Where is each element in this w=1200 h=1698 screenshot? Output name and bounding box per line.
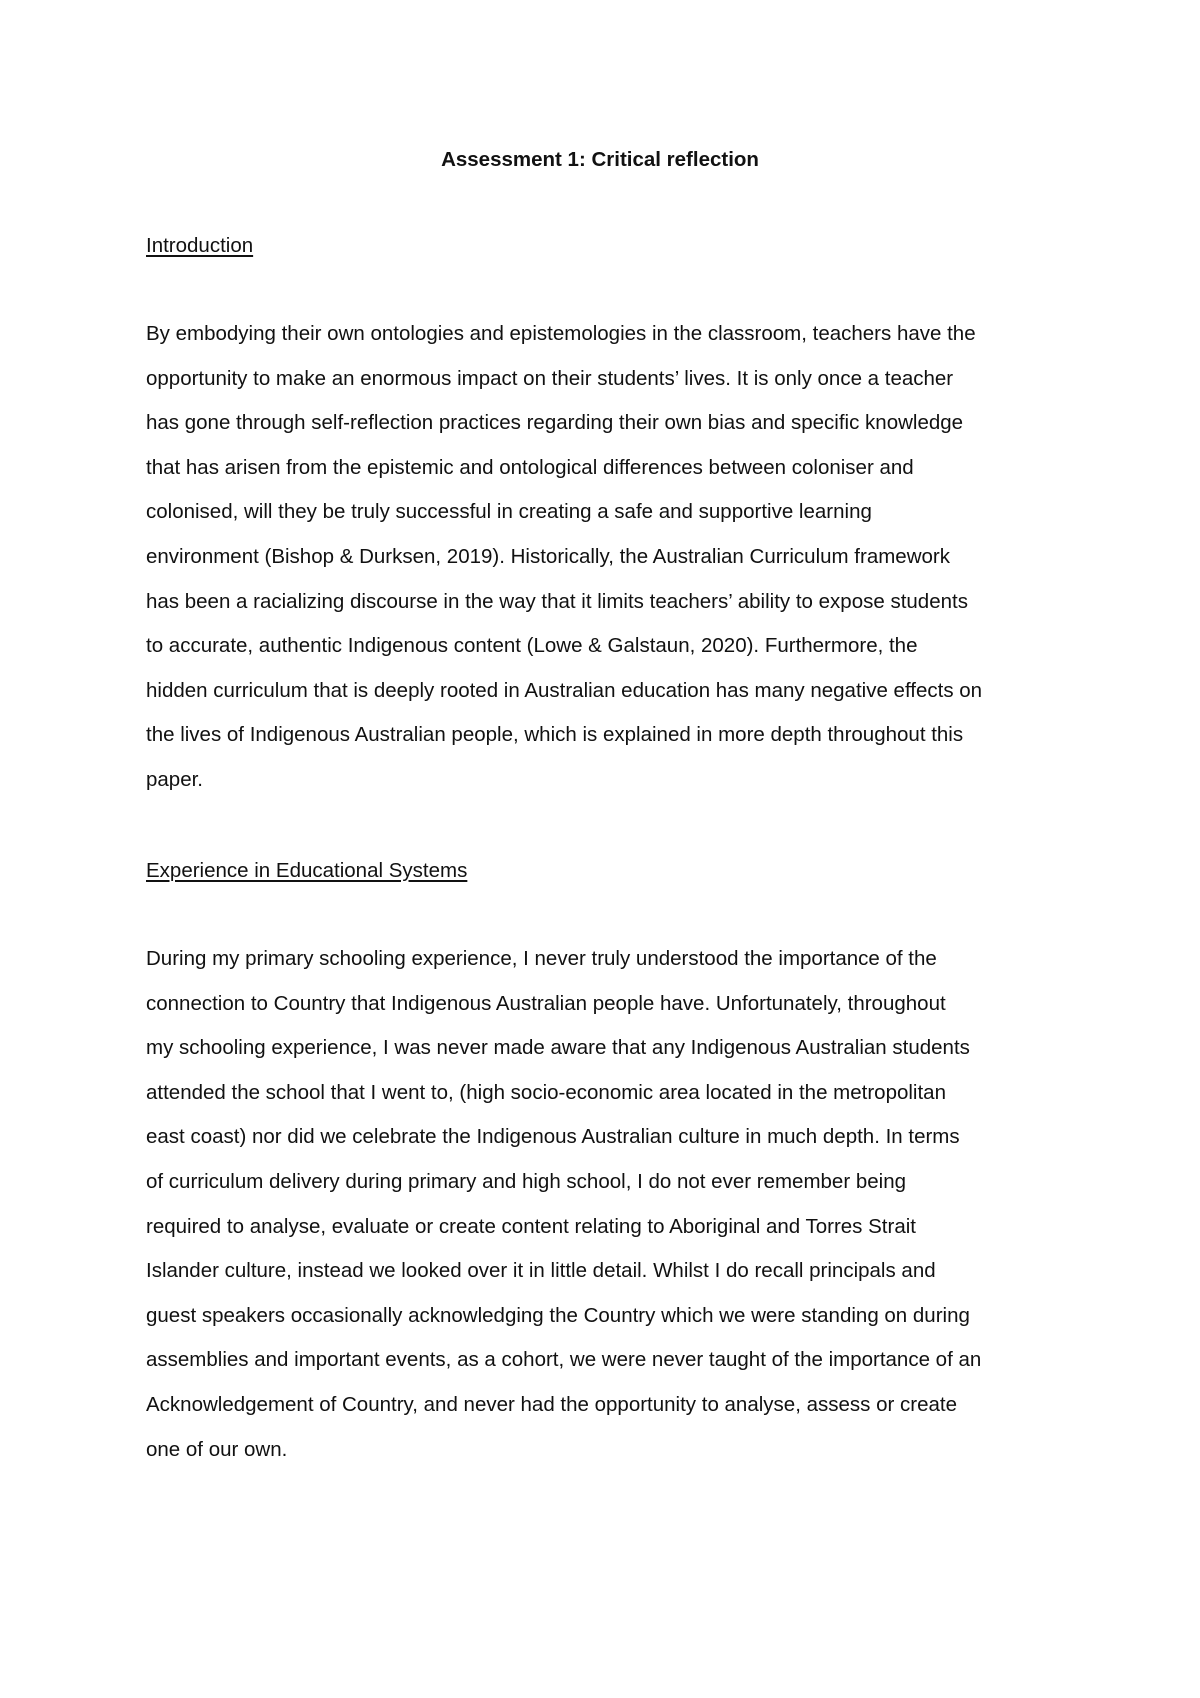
paragraph-line: During my primary schooling experience, I never truly understood the importance of the [146,947,937,970]
paragraph-line: required to analyse, evaluate or create content relating to Aboriginal and Torres Strait [146,1214,916,1238]
paragraph-line: opportunity to make an enormous impact on their students’ lives. It is only once a teacher [146,366,954,390]
paragraph-line: east coast) nor did we celebrate the Indigenous Australian culture in much depth. In terms [146,1125,960,1149]
paragraph-line: connection to Country that Indigenous Australian people have. Unfortunately, throughout [146,991,946,1015]
section-heading-introduction: Introduction [146,234,254,257]
paragraph-line: colonised, will they be truly successful in creating a safe and supportive learning [146,500,872,524]
paragraph-line: By embodying their own ontologies and epistemologies in the classroom, teachers have the [146,322,976,345]
paragraph-line: the lives of Indigenous Australian people, which is explained in more depth throughout this [146,723,964,747]
paragraph-line: environment (Bishop & Durksen, 2019). Historically, the Australian Curriculum framework [146,544,950,568]
paragraph-line: my schooling experience, I was never made aware that any Indigenous Australian students [146,1036,970,1060]
introduction-paragraph [146,312,1066,803]
experience-paragraph [146,937,1066,1472]
document-title: Assessment 1: Critical reflection [441,148,759,171]
paragraph-line: has gone through self-reflection practices regarding their own bias and specific knowledge [146,411,964,435]
paragraph-line: that has arisen from the epistemic and ontological differences between coloniser and [146,455,914,479]
paragraph-line: guest speakers occasionally acknowledging the Country which we were standing on during [146,1303,970,1327]
paragraph-line: attended the school that I went to, (high socio-economic area located in the metropolitan [146,1080,946,1104]
paragraph-line: paper. [146,767,203,791]
section-heading-experience: Experience in Educational Systems [146,859,468,882]
paragraph-line: to accurate, authentic Indigenous content (Lowe & Galstaun, 2020). Furthermore, the [146,634,918,658]
paragraph-line: one of our own. [146,1437,288,1461]
paragraph-line: of curriculum delivery during primary and high school, I do not ever remember being [146,1169,907,1193]
paragraph-line: assemblies and important events, as a cohort, we were never taught of the importance of an [146,1348,982,1372]
paragraph-line: Islander culture, instead we looked over it in little detail. Whilst I do recall principals and [146,1259,936,1283]
paragraph-line: Acknowledgement of Country, and never had the opportunity to analyse, assess or create [146,1392,957,1416]
paragraph-line: has been a racializing discourse in the way that it limits teachers’ ability to expose students [146,589,968,613]
paragraph-line: hidden curriculum that is deeply rooted in Australian education has many negative effects on [146,678,983,702]
